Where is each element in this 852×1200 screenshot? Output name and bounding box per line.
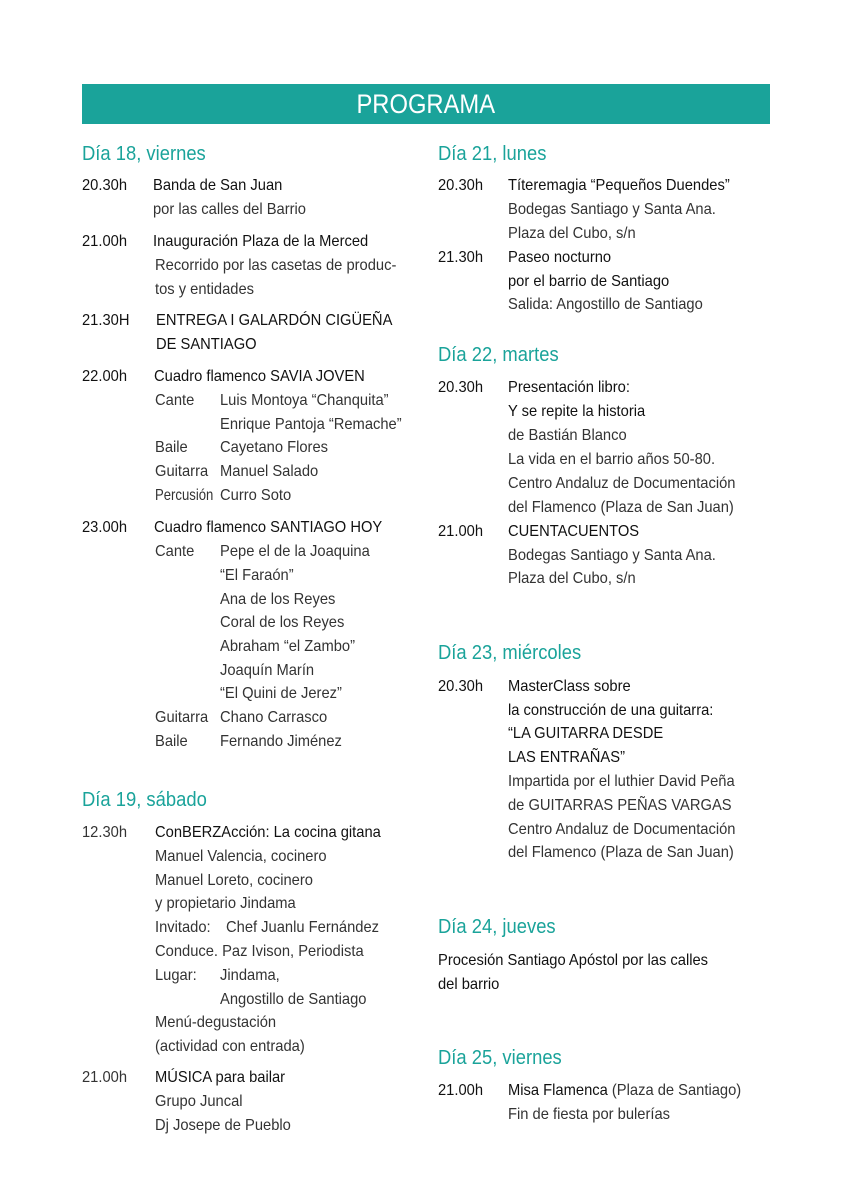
event-title: Y se repite la historia xyxy=(508,403,646,420)
role-label: Baile xyxy=(155,439,188,456)
event-detail: Grupo Juncal xyxy=(155,1093,243,1110)
day-24-heading: Día 24, jueves xyxy=(438,916,556,938)
role-name: Abraham “el Zambo” xyxy=(220,638,355,655)
role-name: Angostillo de Santiago xyxy=(220,991,367,1008)
event-title: Paseo nocturno xyxy=(508,249,612,266)
event-detail: Salida: Angostillo de Santiago xyxy=(508,296,703,313)
role-name: Fernando Jiménez xyxy=(220,733,342,750)
event-time: 12.30h xyxy=(82,824,128,841)
event-detail: Bodegas Santiago y Santa Ana. xyxy=(508,547,716,564)
role-name: “El Quini de Jerez” xyxy=(220,685,342,702)
event-time: 21.00h xyxy=(438,523,484,540)
event-detail: Fin de fiesta por bulerías xyxy=(508,1106,671,1123)
event-title: Procesión Santiago Apóstol por las calles xyxy=(438,952,709,969)
event-detail: Menú-degustación xyxy=(155,1014,277,1031)
program-title: PROGRAMA xyxy=(356,89,496,119)
role-name: Chano Carrasco xyxy=(220,709,328,726)
event-title-row xyxy=(508,1079,761,1103)
role-name: “El Faraón” xyxy=(220,567,294,584)
event-detail: del Flamenco (Plaza de San Juan) xyxy=(508,499,734,516)
event-title: la construcción de una guitarra: xyxy=(508,702,714,719)
event-time: 20.30h xyxy=(438,379,484,396)
event-detail: tos y entidades xyxy=(155,281,255,298)
event-title: Banda de San Juan xyxy=(153,177,283,194)
role-name: Curro Soto xyxy=(220,487,292,504)
event-title: DE SANTIAGO xyxy=(156,336,257,353)
role-label: Lugar: xyxy=(155,967,197,984)
event-detail: de GUITARRAS PEÑAS VARGAS xyxy=(508,797,732,814)
event-detail: Plaza del Cubo, s/n xyxy=(508,225,636,242)
event-title: ENTREGA I GALARDÓN CIGÜEÑA xyxy=(156,312,393,329)
role-label: Percusión xyxy=(155,487,214,504)
event-time: 21.00h xyxy=(82,233,128,250)
event-detail: Manuel Loreto, cocinero xyxy=(155,872,313,889)
role-label: Invitado: xyxy=(155,919,211,936)
event-detail: Centro Andaluz de Documentación xyxy=(508,821,736,838)
event-time: 21.00h xyxy=(82,1069,128,1086)
event-detail: (actividad con entrada) xyxy=(155,1038,305,1055)
role-label: Cante xyxy=(155,392,195,409)
role-name: Jindama, xyxy=(220,967,280,984)
event-time: 20.30h xyxy=(438,678,484,695)
event-title: Cuadro flamenco SAVIA JOVEN xyxy=(154,368,365,385)
event-title: “LA GUITARRA DESDE xyxy=(508,725,664,742)
role-name: Coral de los Reyes xyxy=(220,614,345,631)
day-23-heading: Día 23, miércoles xyxy=(438,642,582,664)
event-title: CUENTACUENTOS xyxy=(508,523,640,540)
role-name: Ana de los Reyes xyxy=(220,591,336,608)
event-title: Misa Flamenca xyxy=(508,1082,608,1099)
event-detail: Manuel Valencia, cocinero xyxy=(155,848,327,865)
event-detail: Centro Andaluz de Documentación xyxy=(508,475,736,492)
role-name: Enrique Pantoja “Remache” xyxy=(220,416,402,433)
event-time: 20.30h xyxy=(438,177,484,194)
event-place: (Plaza de Santiago) xyxy=(611,1082,742,1099)
event-detail: Plaza del Cubo, s/n xyxy=(508,570,636,587)
role-name: Cayetano Flores xyxy=(220,439,328,456)
event-title: Presentación libro: xyxy=(508,379,630,396)
day-22-heading: Día 22, martes xyxy=(438,344,559,366)
event-detail: Dj Josepe de Pueblo xyxy=(155,1117,291,1134)
role-name: Pepe el de la Joaquina xyxy=(220,543,370,560)
event-detail: por las calles del Barrio xyxy=(153,201,306,218)
event-title: MÚSICA para bailar xyxy=(155,1069,286,1086)
event-detail: de Bastián Blanco xyxy=(508,427,627,444)
event-time: 23.00h xyxy=(82,519,128,536)
role-name: Luis Montoya “Chanquita” xyxy=(220,392,389,409)
role-name: Manuel Salado xyxy=(220,463,319,480)
role-name: Joaquín Marín xyxy=(220,662,315,679)
event-time: 21.00h xyxy=(438,1082,484,1099)
event-title: del barrio xyxy=(438,976,500,993)
event-time: 22.00h xyxy=(82,368,128,385)
event-detail: y propietario Jindama xyxy=(155,895,296,912)
event-detail: Bodegas Santiago y Santa Ana. xyxy=(508,201,716,218)
day-25-heading: Día 25, viernes xyxy=(438,1047,562,1069)
event-title: MasterClass sobre xyxy=(508,678,631,695)
event-detail: del Flamenco (Plaza de San Juan) xyxy=(508,844,734,861)
event-time: 20.30h xyxy=(82,177,128,194)
event-detail: Impartida por el luthier David Peña xyxy=(508,773,735,790)
event-detail: La vida en el barrio años 50-80. xyxy=(508,451,716,468)
event-title: LAS ENTRAÑAS” xyxy=(508,749,625,766)
event-detail: Conduce. Paz Ivison, Periodista xyxy=(155,943,364,960)
day-19-heading: Día 19, sábado xyxy=(82,789,207,811)
day-18-heading: Día 18, viernes xyxy=(82,143,206,165)
role-label: Baile xyxy=(155,733,188,750)
event-title: Títeremagia “Pequeños Duendes” xyxy=(508,177,730,194)
event-detail: Recorrido por las casetas de produc- xyxy=(155,257,397,274)
event-title: por el barrio de Santiago xyxy=(508,273,670,290)
role-label: Cante xyxy=(155,543,195,560)
role-label: Guitarra xyxy=(155,463,209,480)
event-time: 21.30h xyxy=(438,249,484,266)
day-21-heading: Día 21, lunes xyxy=(438,143,547,165)
event-title: Inauguración Plaza de la Merced xyxy=(153,233,369,250)
role-name: Chef Juanlu Fernández xyxy=(226,919,380,936)
event-title: Cuadro flamenco SANTIAGO HOY xyxy=(154,519,383,536)
event-time: 21.30H xyxy=(82,312,130,329)
program-header-banner xyxy=(82,84,770,124)
role-label: Guitarra xyxy=(155,709,209,726)
event-title: ConBERZAcción: La cocina gitana xyxy=(155,824,381,841)
